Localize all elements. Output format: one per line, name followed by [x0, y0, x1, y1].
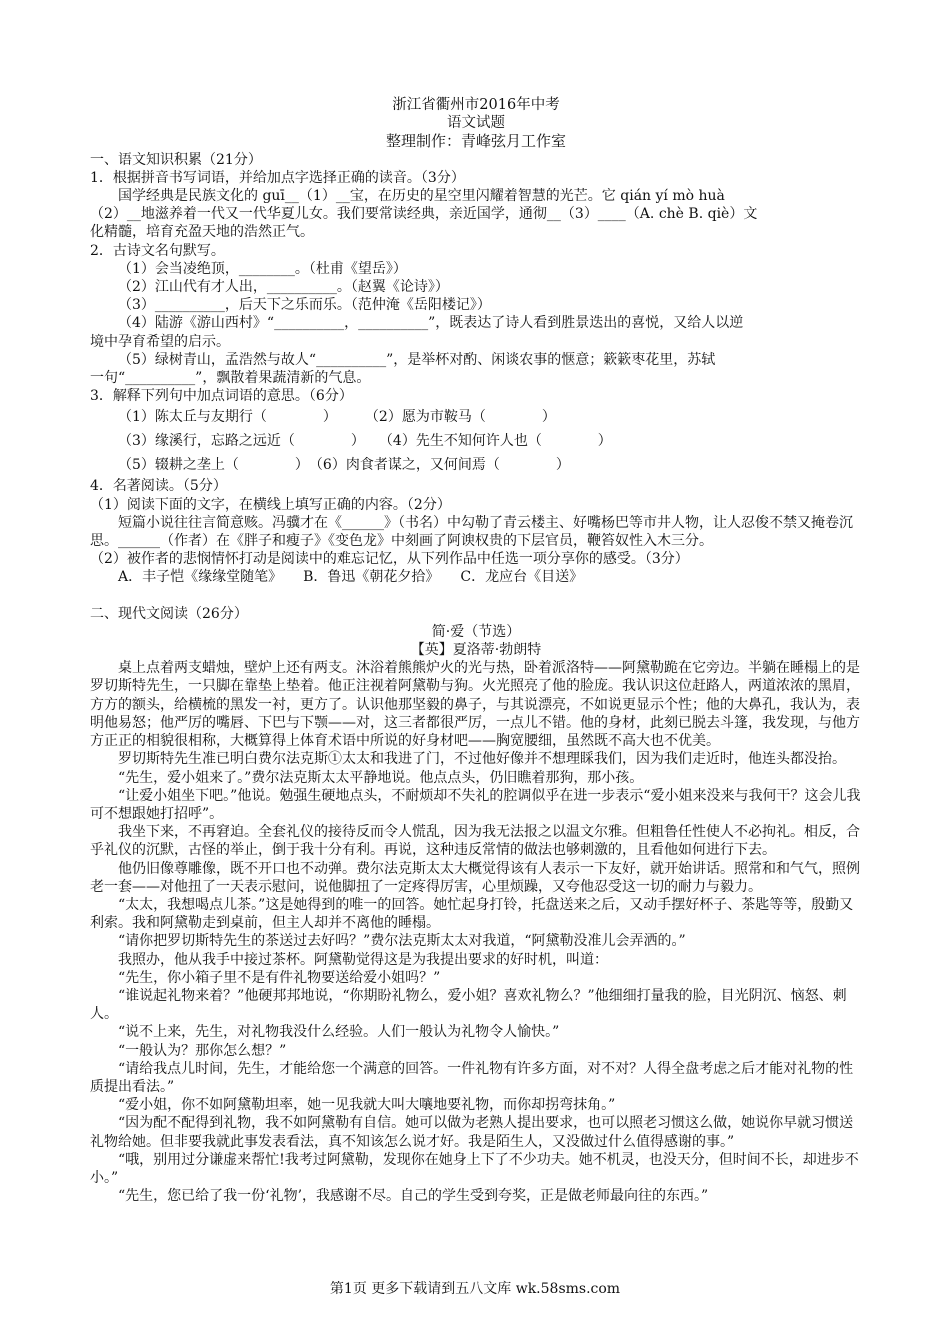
- story-paragraph: 我坐下来，不再窘迫。全套礼仪的接待反而令人慌乱，因为我无法报之以温文尔雅。但粗鲁任性使人不必拘礼。相反，合乎礼仪的沉默，古怪的举止，倒于我十分有利。再说，这种违反常情的做法也够刺激的，且看他如何进行下去。: [90, 824, 860, 859]
- section2-heading: 二、现代文阅读（26分）: [90, 605, 248, 622]
- q2-item4: （4）陆游《游山西村》“__________，__________”，既表达了诗人看到胜景迭出的喜悦，又给人以逆: [118, 315, 744, 332]
- spacer: [90, 587, 862, 605]
- story-paragraph: “先生，爱小姐来了。”费尔法克斯太太平静地说。他点点头，仍旧瞧着那狗，那小孩。: [118, 769, 644, 786]
- story-title: 简·爱（节选）: [431, 623, 521, 640]
- q1-line1: 国学经典是民族文化的 guī__（1）__宝，在历史的星空里闪耀着智慧的光芒。它 qián yí mò huà: [118, 188, 725, 205]
- q3-prompt: 3．解释下列句中加点词语的意思。（6分）: [90, 388, 353, 405]
- story-paragraph: “让爱小姐坐下吧。”他说。勉强生硬地点头，不耐烦却不失礼的腔调似乎在进一步表示“爱小姐来没来与我何干？这会儿我可不想跟她打招呼”。: [90, 787, 861, 822]
- q4-sub1: （1）阅读下面的文字，在横线上填写正确的内容。（2分）: [90, 496, 451, 513]
- story-paragraph: “谁说起礼物来着？”他硬邦邦地说，“你期盼礼物么，爱小姐？喜欢礼物么？”他细细打量我的脸，目光阴沉、恼怒、刺人。: [90, 987, 847, 1023]
- page-footer: 第1页 更多下载请到五八文库 wk.58sms.com: [329, 1281, 621, 1297]
- story-author: 【英】夏洛蒂·勃朗特: [410, 642, 542, 659]
- exam-title: 浙江省衢州市2016年中考: [392, 97, 560, 113]
- q2-item1: （1）会当凌绝顶，________。（杜甫《望岳》）: [118, 260, 407, 277]
- section1-heading: 一、语文知识积累（21分）: [90, 151, 262, 168]
- q2-prompt: 2．古诗文名句默写。: [90, 242, 225, 259]
- q2-item5-cont: 一句“__________”，飘散着果蔬清新的气息。: [90, 370, 371, 387]
- producer-line: 整理制作：青峰弦月工作室: [385, 132, 566, 151]
- q1-line3: 化精髓，培育充盈天地的浩然正气。: [90, 224, 314, 241]
- story-paragraph: 我照办，他从我手中接过茶杯。阿黛勒觉得这是为我提出要求的好时机，叫道：: [118, 951, 608, 968]
- q1-line2: （2）__地滋养着一代又一代华夏儿女。我们要常读经典，亲近国学，通彻__（3）____（A. chè B. qiè）文: [90, 206, 758, 223]
- story-paragraph: “爱小姐，你不如阿黛勒坦率，她一见我就大叫大嚷地要礼物，而你却拐弯抹角。”: [118, 1097, 616, 1114]
- story-paragraph: “太太，我想喝点儿茶。”这是她得到的唯一的回答。她忙起身打铃，托盘送来之后，又动手摆好杯子、茶匙等等，殷勤又利索。我和阿黛勒走到桌前，但主人却并不离他的睡榻。: [90, 896, 854, 932]
- q4-prompt: 4．名著阅读。（5分）: [90, 478, 227, 495]
- q3-row1: （1）陈太丘与友期行（ ） （2）愿为市鞍马（ ）: [118, 409, 556, 426]
- story-paragraph: “先生，您已给了我一份‘礼物’，我感谢不尽。自己的学生受到夸奖，正是做老师最向往的东西。”: [118, 1188, 709, 1205]
- story-paragraph: “因为配不配得到礼物，我不如阿黛勒有自信。她可以做为老熟人提出要求，也可以照老习惯这么做，她说你早就习惯送礼物给她。但非要我就此事发表看法，真不知该怎么说才好。我是陌生人，又没做过什么值得感谢的事。”: [90, 1115, 854, 1150]
- q3-row3: （5）辍耕之垄上（ ） （6）肉食者谋之，又何间焉（ ）: [118, 457, 570, 474]
- story-paragraph: “请给我点儿时间，先生，才能给您一个满意的回答。一件礼物有许多方面，对不对？人得全盘考虑之后才能对礼物的性质提出看法。”: [90, 1060, 854, 1095]
- story-paragraph: 桌上点着两支蜡烛，壁炉上还有两支。沐浴着熊熊炉火的光与热，卧着派洛特——阿黛勒跪在它旁边。半躺在睡榻上的是罗切斯特先生，一只脚在靠垫上垫着。他正注视着阿黛勒与狗。火光照亮了他的脸庞。我认识这位赶路人，两道浓浓的黑眉，方方的额头，给横梳的黑发一衬，更方了。认识他那坚毅的鼻子，与其说漂亮，不如说更显示个性；他的大鼻孔，我认为，表明他易怒；他严厉的嘴唇、下巴与下颚——对，这三者都很严厉，一点儿不错。他的身材，此刻已脱去斗篷，我发现，与他方方正正的相貌很相称，大概算得上体育术语中所说的好身材吧——胸宽腰细，虽然既不高大也不优美。: [90, 660, 860, 750]
- q1-prompt: 1．根据拼音书写词语，并给加点字选择正确的读音。（3分）: [90, 169, 465, 186]
- q4-sub2: （2）被作者的悲悯情怀打动是阅读中的难忘记忆，从下列作品中任选一项分享你的感受。（3分）: [90, 551, 689, 568]
- q3-row2: （3）缘溪行，忘路之远近（ ） （4）先生不知何许人也（ ）: [118, 433, 612, 450]
- q4-options: A．丰子恺《缘缘堂随笔》 B．鲁迅《朝花夕拾》 C．龙应台《目送》: [118, 569, 584, 586]
- story-paragraph: 罗切斯特先生准已明白费尔法克斯①太太和我进了门，不过他好像并不想理睬我们，因为我们走近时，他连头都没抬。: [118, 751, 846, 768]
- exam-subtitle: 语文试题: [447, 115, 505, 132]
- q2-item3: （3）__________，后天下之乐而乐。（范仲淹《岳阳楼记》）: [118, 297, 491, 314]
- story-paragraph: “哦，别用过分谦虚来帮忙!我考过阿黛勒，发现你在她身上下了不少功夫。她不机灵，也没天分，但时间不长，却进步不小。”: [90, 1151, 859, 1186]
- q4-passage: 短篇小说往往言简意赅。冯骥才在《______》（书名）中勾勒了青云楼主、好嘴杨巴等市井人物，让人忍俊不禁又掩卷沉思。______（作者）在《胖子和瘦子》《变色龙》中刻画了阿谀权贵的下层官员，鞭笞奴性入木三分。: [90, 514, 853, 550]
- story-paragraph: 他仍旧像尊雕像，既不开口也不动弹。费尔法克斯太太大概觉得该有人表示一下友好，就开始讲话。照常和和气气，照例老一套——对他扭了一天表示慰问，说他脚扭了一定疼得厉害，心里烦躁，又夸他忍受这一切的耐力与毅力。: [90, 860, 860, 895]
- story-paragraph: “说不上来，先生，对礼物我没什么经验。人们一般认为礼物令人愉快。”: [118, 1024, 560, 1041]
- story-paragraph: “请你把罗切斯特先生的茶送过去好吗？”费尔法克斯太太对我道，“阿黛勒没准儿会弄洒的。”: [118, 933, 686, 950]
- story-paragraph: “先生，你小箱子里不是有件礼物要送给爱小姐吗？”: [118, 969, 441, 986]
- q2-item5: （5）绿树青山，孟浩然与故人“__________”，是举杯对酌、闲谈农事的惬意；簌簌枣花里，苏轼: [118, 351, 716, 368]
- q2-item4-cont: 境中孕育希望的启示。: [90, 333, 230, 350]
- story-paragraph: “一般认为？那你怎么想？”: [118, 1042, 287, 1059]
- q2-item2: （2）江山代有才人出，__________。（赵翼《论诗》）: [118, 279, 449, 296]
